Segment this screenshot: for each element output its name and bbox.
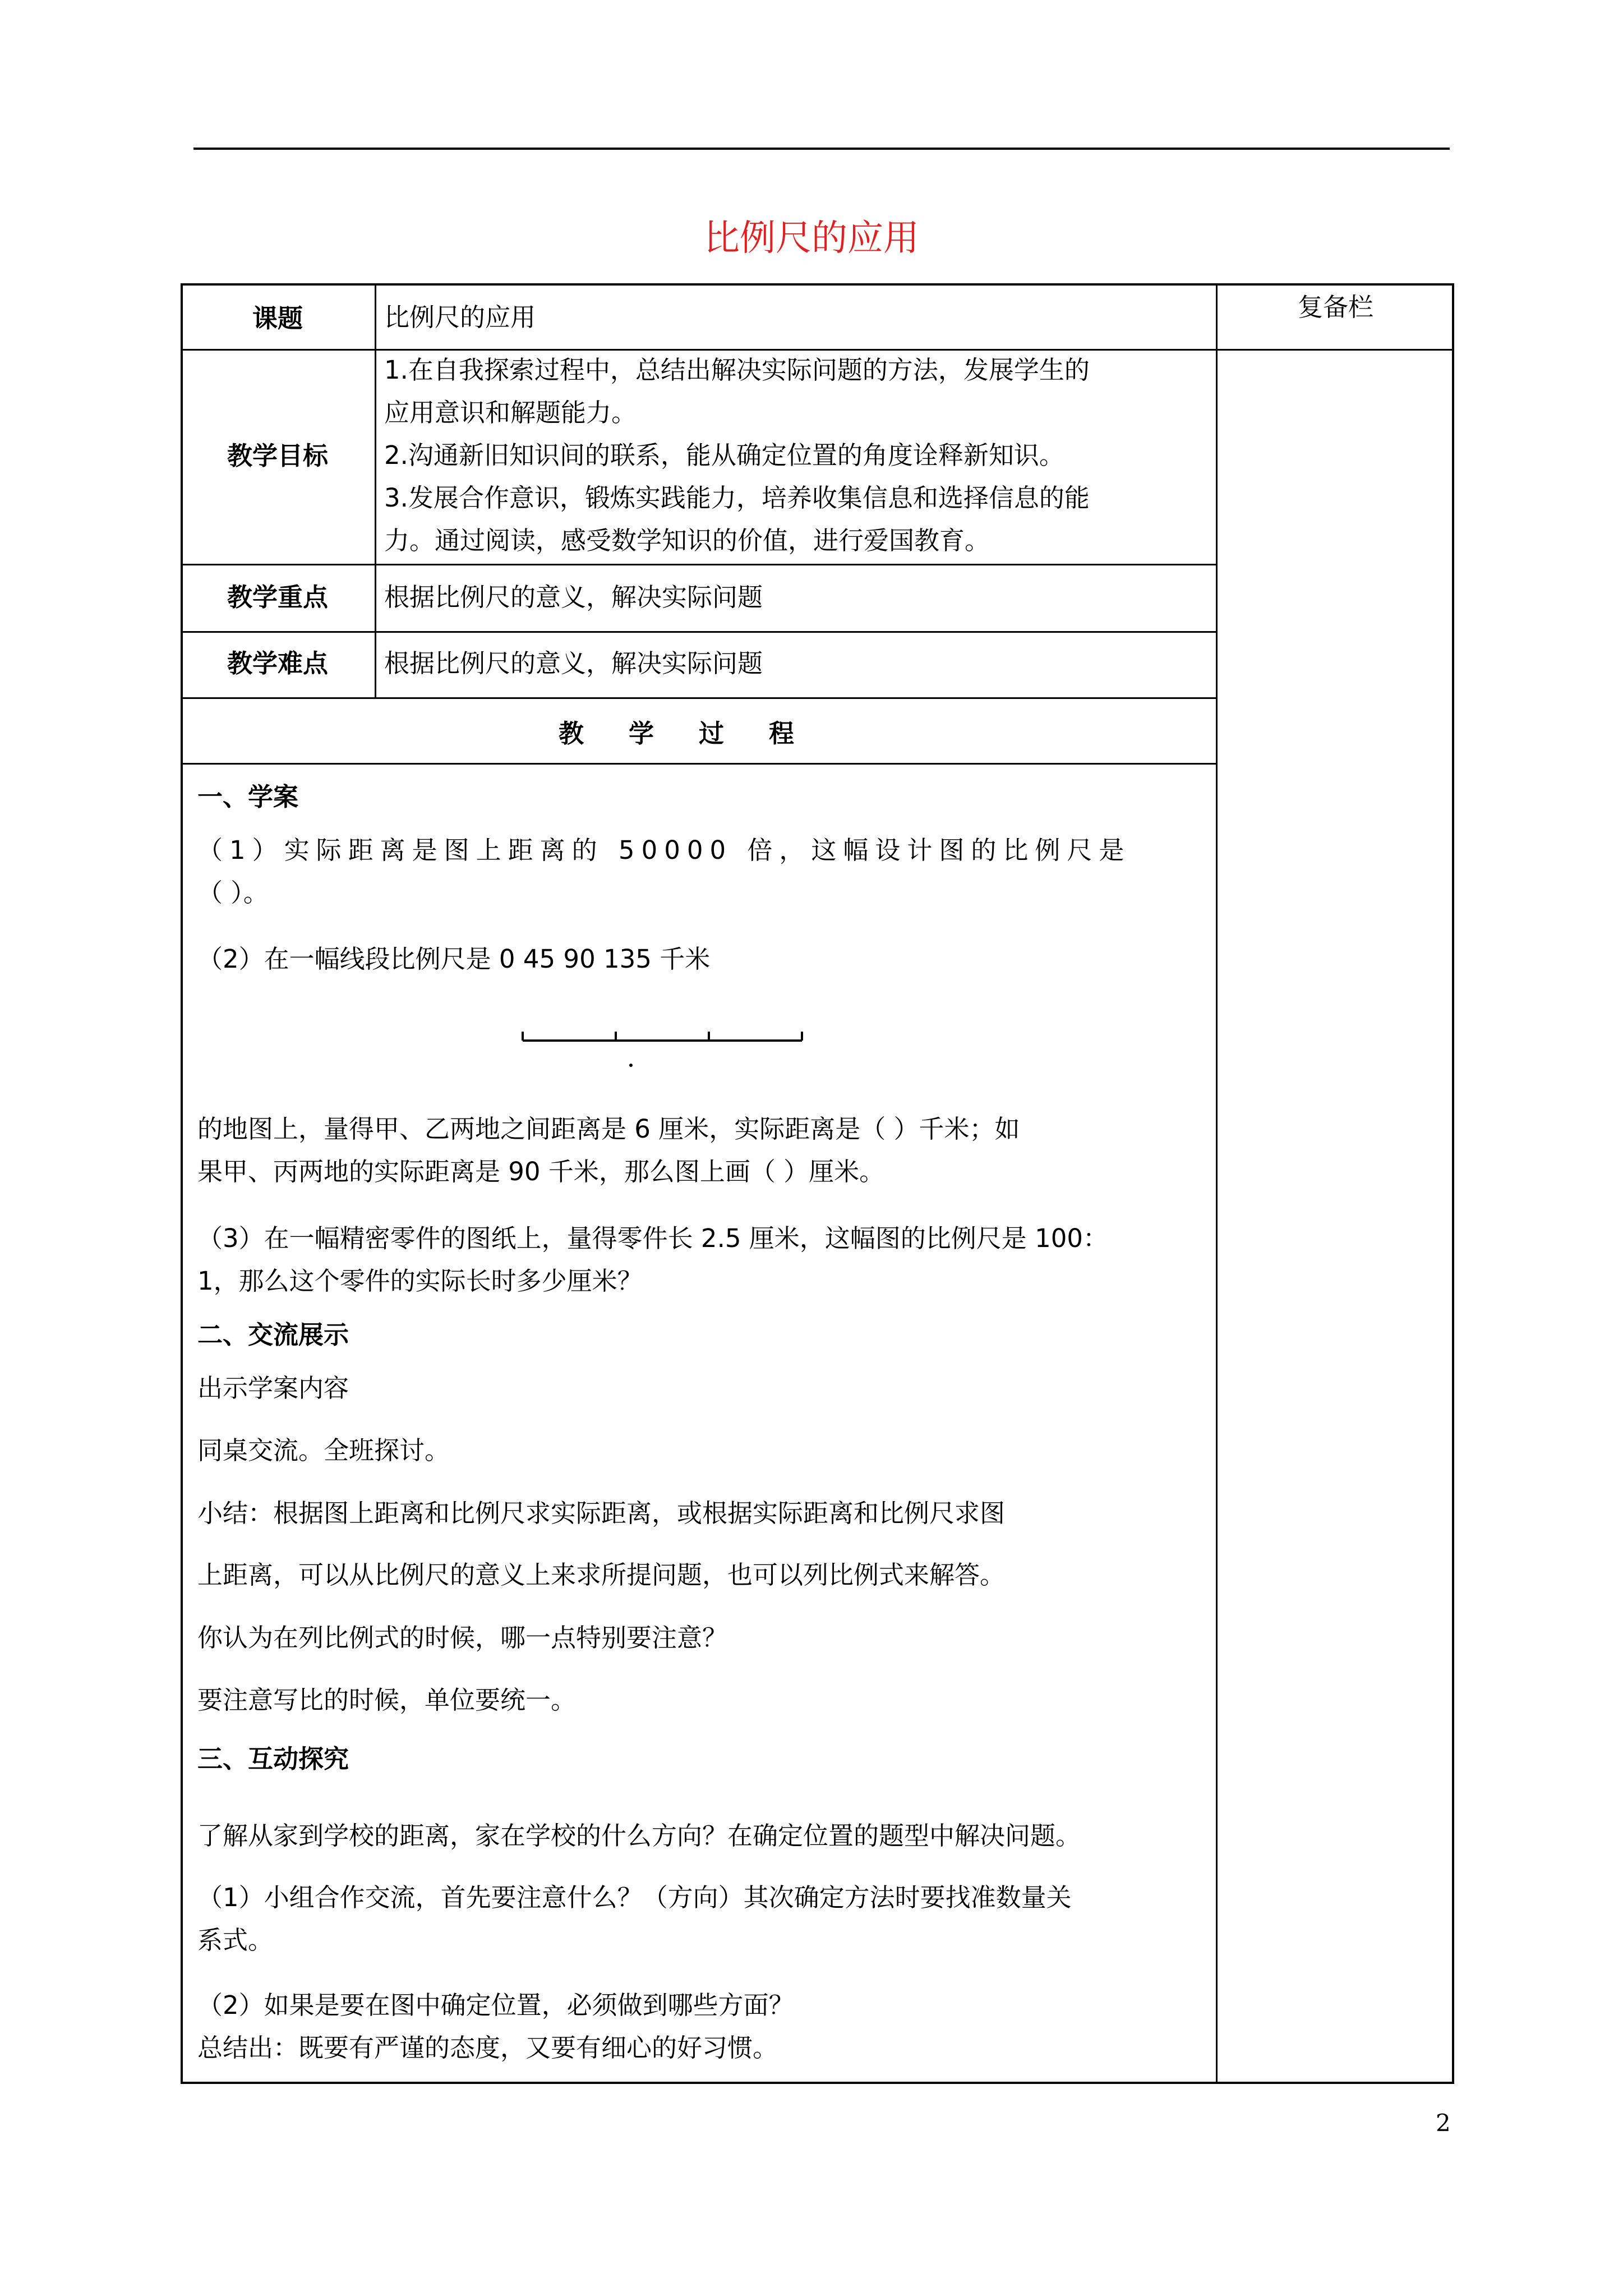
section-heading: 二、交流展示 [197, 1320, 349, 1350]
row-line [181, 763, 1217, 765]
label-divider [375, 283, 376, 698]
q1-text: （1）实际距离是图上距离的 50000 倍，这幅设计图的比例尺是 [197, 835, 1131, 865]
row-line [181, 564, 1217, 565]
difficulty-label: 教学难点 [227, 648, 328, 678]
paragraph-line: 了解从家到学校的距离，家在学校的什么方向？在确定位置的题型中解决问题。 [197, 1821, 1081, 1851]
paragraph-line: 总结出：既要有严谨的态度，又要有细心的好习惯。 [197, 2033, 778, 2063]
paragraph-line: 上距离，可以从比例尺的意义上来求所提问题，也可以列比例式来解答。 [197, 1560, 1006, 1590]
row-line [181, 697, 1217, 699]
question-3-line-2: 1，那么这个零件的实际长时多少厘米？ [197, 1266, 643, 1296]
paragraph-line: （2）如果是要在图中确定位置，必须做到哪些方面？ [197, 1990, 794, 2020]
paragraph-line: 你认为在列比例式的时候，哪一点特别要注意？ [197, 1623, 728, 1653]
paragraph-line: 同桌交流。全班探讨。 [197, 1435, 450, 1465]
objective-line: 力。通过阅读，感受数学知识的价值，进行爱国教育。 [384, 526, 990, 555]
paragraph-line: 出示学案内容 [197, 1373, 349, 1403]
objective-line: 1.在自我探索过程中，总结出解决实际问题的方法，发展学生的 [384, 355, 1090, 385]
paragraph-line: 系式。 [197, 1925, 274, 1955]
section-heading: 一、学案 [197, 782, 299, 812]
key-label: 教学重点 [227, 582, 328, 612]
topic-label: 课题 [252, 303, 303, 333]
objective-line: 3.发展合作意识，锻炼实践能力，培养收集信息和选择信息的能 [384, 483, 1090, 513]
header-rule [193, 148, 1450, 150]
question-1-line-2: （ ）。 [197, 878, 269, 908]
row-line [181, 631, 1217, 633]
paragraph-line: （1）小组合作交流，首先要注意什么？（方向）其次确定方法时要找准数量关 [197, 1883, 1072, 1912]
question-2-line-1: （2）在一幅线段比例尺是 0 45 90 135 千米 [197, 944, 711, 974]
key-value: 根据比例尺的意义，解决实际问题 [384, 582, 763, 612]
page-number: 2 [1436, 2109, 1451, 2137]
paragraph-line: 小结：根据图上距离和比例尺求实际距离，或根据实际距离和比例尺求图 [197, 1498, 1006, 1528]
difficulty-value: 根据比例尺的意义，解决实际问题 [384, 648, 763, 678]
objective-line: 应用意识和解题能力。 [384, 398, 637, 427]
question-1-line-1 [197, 829, 1204, 872]
paragraph-line: 要注意写比的时候，单位要统一。 [197, 1685, 577, 1715]
sidebar-divider [1216, 283, 1218, 2084]
objectives-label: 教学目标 [227, 441, 328, 471]
side-label: 复备栏 [1297, 292, 1373, 322]
question-3-line-1: （3）在一幅精密零件的图纸上，量得零件长 2.5 厘米，这幅图的比例尺是 100： [197, 1223, 1109, 1253]
objective-line: 2.沟通新旧知识间的联系，能从确定位置的角度诠释新知识。 [384, 440, 1064, 470]
scale-bar-graphic [516, 1024, 808, 1069]
document-title: 比例尺的应用 [704, 218, 919, 259]
process-heading: 教学过程 [558, 719, 839, 748]
topic-value: 比例尺的应用 [384, 302, 536, 332]
section-heading: 三、互动探究 [197, 1744, 349, 1774]
question-2-line-3: 果甲、丙两地的实际距离是 90 千米，那么图上画（ ）厘米。 [197, 1157, 885, 1186]
question-2-line-2: 的地图上，量得甲、乙两地之间距离是 6 厘米，实际距离是（ ）千米；如 [197, 1114, 1020, 1144]
